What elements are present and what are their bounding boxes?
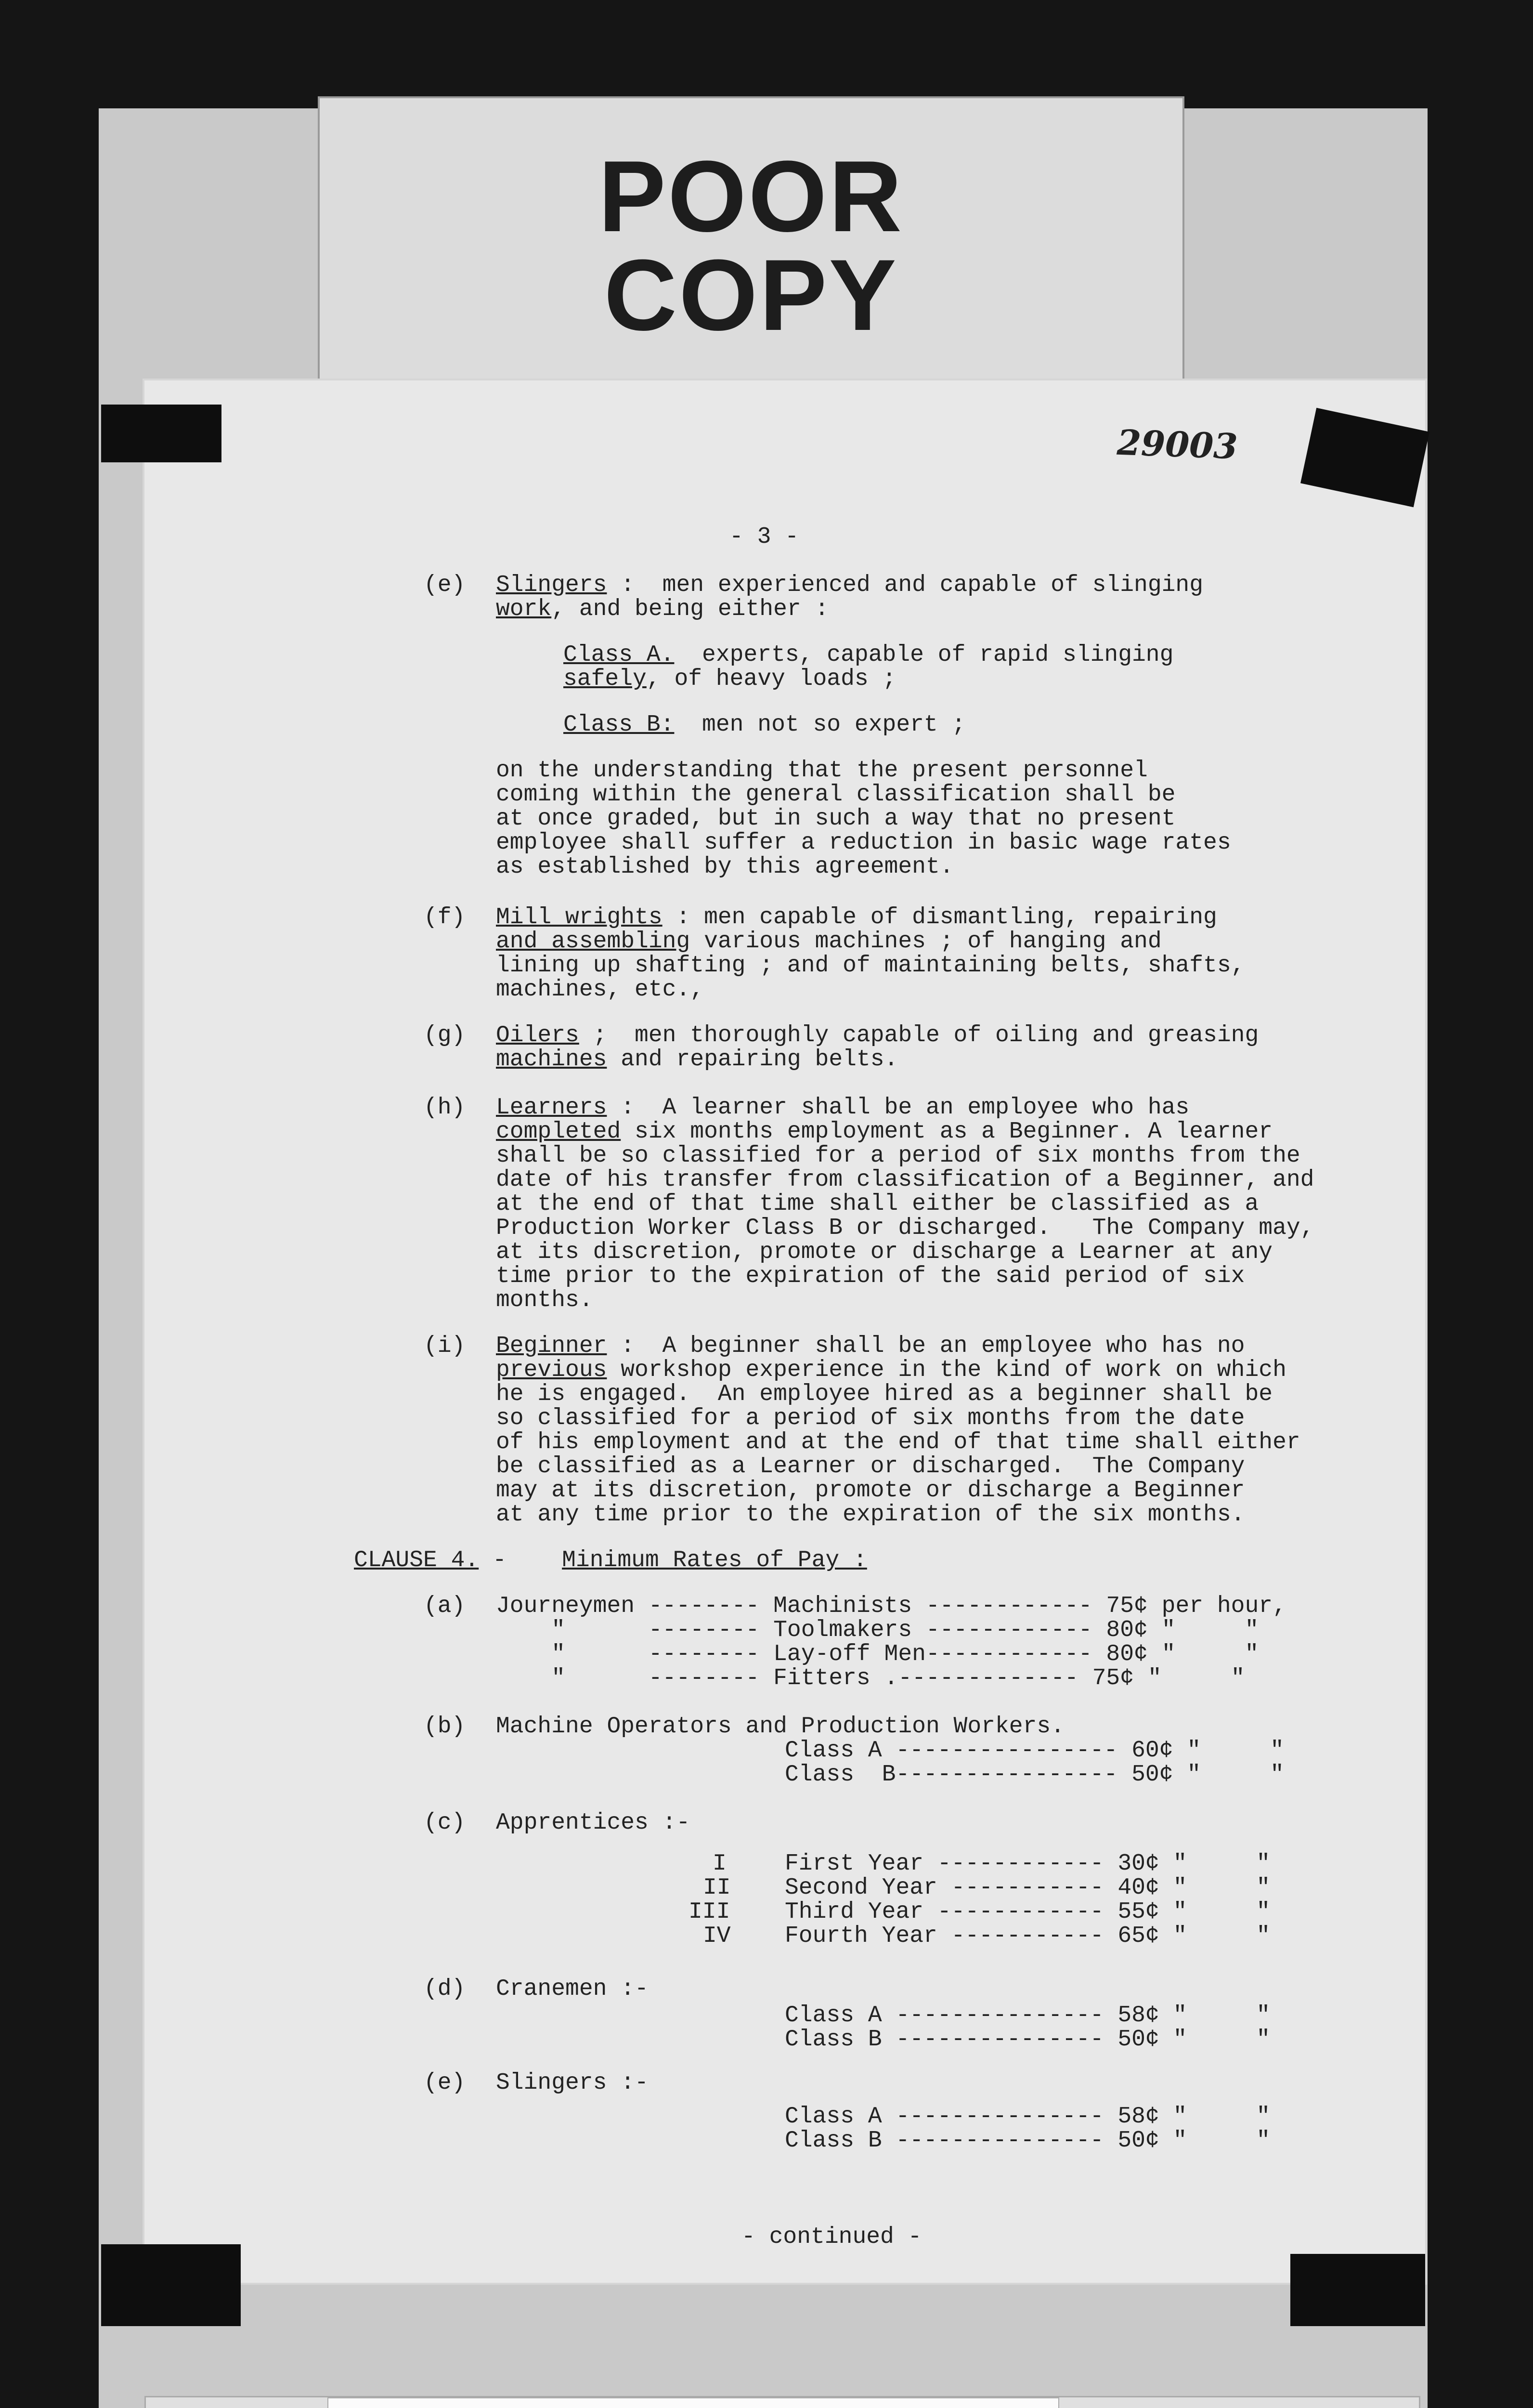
rates-d-letter: (d) bbox=[424, 1976, 466, 2002]
class-b-text: men not so expert ; bbox=[674, 712, 966, 738]
section-h-line9: months. bbox=[496, 1287, 593, 1313]
rate-row bbox=[496, 1594, 1286, 1618]
class-a-label: Class A. bbox=[563, 642, 675, 668]
rates-c-letter: (c) bbox=[424, 1810, 466, 1836]
section-e-letter: (e) bbox=[424, 572, 466, 598]
rate-row bbox=[785, 2105, 1270, 2129]
rates-b-heading: Machine Operators and Production Workers. bbox=[496, 1714, 1065, 1740]
section-e-lead2b: , and being either : bbox=[551, 596, 829, 622]
section-i-line4: so classified for a period of six months from the date bbox=[496, 1405, 1245, 1431]
rates-e-heading: Slingers :- bbox=[496, 2070, 649, 2096]
rate-row bbox=[785, 1900, 1270, 1924]
section-f-title: Mill wrights bbox=[496, 904, 663, 930]
section-i-line7: may at its discretion, promote or discharge a Beginner bbox=[496, 1478, 1245, 1504]
section-h-line8: time prior to the expiration of the said period of six bbox=[496, 1263, 1245, 1289]
apprentice-num: II bbox=[703, 1875, 731, 1901]
section-f-line2a: and assembling bbox=[496, 929, 690, 955]
banner-line-2: COPY bbox=[604, 238, 898, 352]
section-f-line2b: various machines ; of hanging and bbox=[690, 929, 1162, 955]
section-g-title: Oilers bbox=[496, 1022, 579, 1048]
rate-role: " -------- bbox=[496, 1641, 774, 1667]
section-i-line2a: previous bbox=[496, 1357, 607, 1383]
rate-value: 50¢ bbox=[1131, 1762, 1173, 1788]
rate-row bbox=[785, 1763, 1284, 1787]
rate-class: Class A --------------- bbox=[785, 2104, 1118, 2130]
rate-value: 80¢ bbox=[1106, 1617, 1148, 1643]
section-h-line3: shall be so classified for a period of six months from the bbox=[496, 1143, 1300, 1169]
rate-value: 50¢ bbox=[1117, 2128, 1159, 2154]
section-i-line6: be classified as a Learner or discharged. The Company bbox=[496, 1453, 1245, 1479]
rates-c-heading: Apprentices :- bbox=[496, 1810, 690, 1836]
class-a-text2b: , of heavy loads ; bbox=[646, 666, 896, 692]
rate-value: 50¢ bbox=[1117, 2027, 1159, 2053]
class-a-line2 bbox=[563, 667, 896, 691]
class-b-label: Class B: bbox=[563, 712, 675, 738]
apprentice-num: IV bbox=[703, 1923, 731, 1949]
rate-row bbox=[785, 2129, 1270, 2153]
section-h-line1 bbox=[496, 1096, 1189, 1120]
rate-row bbox=[785, 2028, 1270, 2052]
clause4-heading bbox=[354, 1548, 867, 1572]
rate-class: Class B---------------- bbox=[785, 1762, 1132, 1788]
rate-value: 60¢ bbox=[1131, 1738, 1173, 1764]
section-e-para-5: as established by this agreement. bbox=[496, 854, 954, 880]
rate-value: 65¢ bbox=[1117, 1923, 1159, 1949]
rate-unit: " " bbox=[1147, 1617, 1259, 1643]
rate-role: Journeymen -------- bbox=[496, 1593, 774, 1619]
rate-row bbox=[785, 1739, 1284, 1763]
rate-value: 75¢ bbox=[1106, 1593, 1148, 1619]
rate-unit: " " bbox=[1159, 2128, 1271, 2154]
section-h-line2b: six months employment as a Beginner. A learner bbox=[621, 1119, 1273, 1145]
rate-value: 58¢ bbox=[1117, 2002, 1159, 2028]
section-f-letter: (f) bbox=[424, 904, 466, 930]
section-e-lead2a: work bbox=[496, 596, 552, 622]
clip-tab-bottom-right bbox=[1290, 2254, 1425, 2326]
continued-marker: - continued - bbox=[741, 2224, 922, 2250]
section-f-line3: lining up shafting ; and of maintaining belts, shafts, bbox=[496, 953, 1245, 979]
rate-role: " -------- bbox=[496, 1617, 774, 1643]
rates-a-letter: (a) bbox=[424, 1593, 466, 1619]
rate-year: Third Year ------------ bbox=[785, 1899, 1118, 1925]
rates-b-letter: (b) bbox=[424, 1714, 466, 1740]
page-marker: - 3 - bbox=[729, 524, 799, 550]
section-g-line2a: machines bbox=[496, 1047, 607, 1073]
banner-line-1: POOR bbox=[598, 140, 904, 253]
class-a-text2a: safely bbox=[563, 666, 647, 692]
section-i-line8: at any time prior to the expiration of the six months. bbox=[496, 1502, 1245, 1528]
poor-copy-banner bbox=[318, 96, 1184, 395]
document-stamp-number: 29003 bbox=[1116, 421, 1238, 467]
section-g-line2b: and repairing belts. bbox=[607, 1047, 898, 1073]
rates-d-heading: Cranemen :- bbox=[496, 1976, 649, 2002]
section-h-line2 bbox=[496, 1120, 1273, 1144]
section-e-para-1: on the understanding that the present personnel bbox=[496, 758, 1148, 784]
section-h-line4: date of his transfer from classification of a Beginner, and bbox=[496, 1167, 1314, 1193]
rate-trade: Machinists ------------ bbox=[773, 1593, 1106, 1619]
rate-row bbox=[496, 1618, 1259, 1642]
rate-class: Class A ---------------- bbox=[785, 1738, 1132, 1764]
section-i-line2b: workshop experience in the kind of work on which bbox=[607, 1357, 1286, 1383]
rate-value: 80¢ bbox=[1106, 1641, 1148, 1667]
rate-trade: Fitters .------------- bbox=[773, 1665, 1092, 1691]
section-i-line3: he is engaged. An employee hired as a beginner shall be bbox=[496, 1381, 1273, 1407]
rate-trade: Lay-off Men------------ bbox=[773, 1641, 1106, 1667]
section-h-title: Learners bbox=[496, 1095, 607, 1121]
section-h-line6: Production Worker Class B or discharged. The Company may, bbox=[496, 1215, 1314, 1241]
section-h-lead: : A learner shall be an employee who has bbox=[607, 1095, 1190, 1121]
rates-e-letter: (e) bbox=[424, 2070, 466, 2096]
section-e-para-2: coming within the general classification shall be bbox=[496, 782, 1176, 808]
section-i-title: Beginner bbox=[496, 1333, 607, 1359]
rate-row bbox=[785, 1876, 1270, 1900]
section-g-lead: ; men thoroughly capable of oiling and greasing bbox=[579, 1022, 1259, 1048]
rate-row bbox=[785, 2003, 1270, 2028]
rate-unit: " " bbox=[1159, 2002, 1271, 2028]
section-h-line5: at the end of that time shall either be classified as a bbox=[496, 1191, 1259, 1217]
section-g-line2 bbox=[496, 1047, 898, 1072]
class-a-text: experts, capable of rapid slinging bbox=[674, 642, 1174, 668]
rate-unit: " " bbox=[1159, 2027, 1271, 2053]
section-e-para-3: at once graded, but in such a way that no present bbox=[496, 806, 1176, 832]
apprentice-num: I bbox=[713, 1851, 727, 1877]
section-f-line1 bbox=[496, 905, 1217, 929]
section-h-line2a: completed bbox=[496, 1119, 621, 1145]
section-g-letter: (g) bbox=[424, 1022, 466, 1048]
class-a-line1 bbox=[563, 643, 1173, 667]
section-f-line2 bbox=[496, 929, 1162, 954]
rate-row bbox=[785, 1924, 1270, 1948]
rate-unit: " " bbox=[1173, 1738, 1284, 1764]
apprentice-num: III bbox=[689, 1899, 730, 1925]
collection-label bbox=[327, 2397, 1059, 2408]
rate-year: First Year ------------ bbox=[785, 1851, 1118, 1877]
section-e-para-4: employee shall suffer a reduction in basic wage rates bbox=[496, 830, 1231, 856]
section-f-line4: machines, etc., bbox=[496, 977, 704, 1003]
section-i-letter: (i) bbox=[424, 1333, 466, 1359]
rate-value: 30¢ bbox=[1117, 1851, 1159, 1877]
rate-unit: " " bbox=[1173, 1762, 1284, 1788]
rate-class: Class A --------------- bbox=[785, 2002, 1118, 2028]
section-i-lead: : A beginner shall be an employee who has no bbox=[607, 1333, 1245, 1359]
clip-tab-top-left bbox=[101, 405, 221, 462]
rate-trade: Toolmakers ------------ bbox=[773, 1617, 1106, 1643]
rate-unit: " " bbox=[1159, 1899, 1271, 1925]
clip-tab-bottom-left bbox=[101, 2244, 241, 2326]
rate-role: " -------- bbox=[496, 1665, 774, 1691]
rate-row bbox=[496, 1666, 1245, 1690]
section-g-line1 bbox=[496, 1023, 1259, 1047]
rate-unit: " " bbox=[1159, 1923, 1271, 1949]
clause4-title: Minimum Rates of Pay : bbox=[562, 1547, 867, 1573]
rate-year: Fourth Year ----------- bbox=[785, 1923, 1118, 1949]
section-i-line1 bbox=[496, 1334, 1245, 1358]
section-e-line1 bbox=[496, 573, 1203, 597]
rate-value: 58¢ bbox=[1117, 2104, 1159, 2130]
class-b-line bbox=[563, 713, 965, 737]
rate-unit: per hour, bbox=[1147, 1593, 1286, 1619]
section-e-line2 bbox=[496, 597, 829, 621]
section-e-title: Slingers bbox=[496, 572, 607, 598]
rate-value: 40¢ bbox=[1117, 1875, 1159, 1901]
clause4-label: CLAUSE 4. bbox=[354, 1547, 479, 1573]
rate-value: 75¢ bbox=[1092, 1665, 1134, 1691]
section-f-lead: : men capable of dismantling, repairing bbox=[662, 904, 1217, 930]
rate-class: Class B --------------- bbox=[785, 2128, 1118, 2154]
rate-unit: " " bbox=[1147, 1641, 1259, 1667]
section-e-lead: : men experienced and capable of slinging bbox=[607, 572, 1204, 598]
section-h-letter: (h) bbox=[424, 1095, 466, 1121]
rate-unit: " " bbox=[1159, 1875, 1271, 1901]
section-i-line2 bbox=[496, 1358, 1286, 1382]
rate-unit: " " bbox=[1159, 1851, 1271, 1877]
rate-unit: " " bbox=[1134, 1665, 1245, 1691]
rate-year: Second Year ----------- bbox=[785, 1875, 1118, 1901]
section-i-line5: of his employment and at the end of that time shall either bbox=[496, 1429, 1300, 1455]
clause4-dash: - bbox=[493, 1547, 507, 1573]
rate-row bbox=[785, 1852, 1270, 1876]
section-h-line7: at its discretion, promote or discharge a Learner at any bbox=[496, 1239, 1273, 1265]
rate-class: Class B --------------- bbox=[785, 2027, 1118, 2053]
rate-row bbox=[496, 1642, 1259, 1666]
rate-value: 55¢ bbox=[1117, 1899, 1159, 1925]
rate-unit: " " bbox=[1159, 2104, 1271, 2130]
